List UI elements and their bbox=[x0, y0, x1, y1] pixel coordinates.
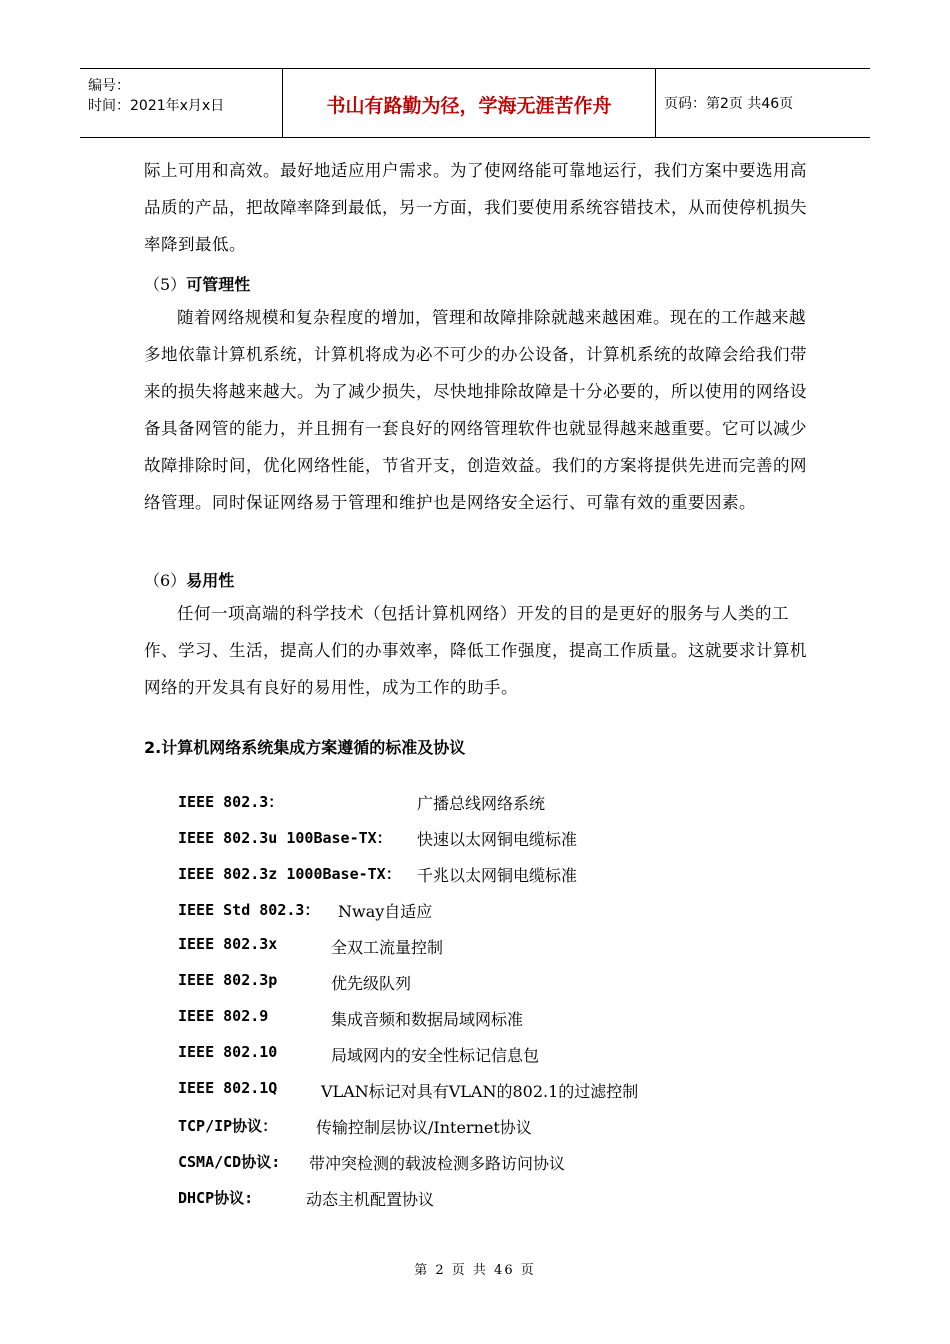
header-page-cell bbox=[656, 69, 870, 137]
subheading-number: （5） bbox=[144, 275, 187, 294]
subheading-usability bbox=[144, 568, 234, 591]
document-number-label: 编号： bbox=[88, 78, 130, 94]
standard-desc: Nway自适应 bbox=[338, 902, 433, 921]
standard-desc: 传输控制层协议/Internet协议 bbox=[316, 1118, 532, 1137]
standard-desc: 优先级队列 bbox=[331, 974, 412, 993]
standard-desc: VLAN标记对具有VLAN的802.1的过滤控制 bbox=[321, 1082, 639, 1101]
standard-name: DHCP协议: bbox=[178, 1189, 254, 1207]
standard-desc: 局域网内的安全性标记信息包 bbox=[331, 1046, 540, 1065]
header-motto-cell bbox=[283, 69, 656, 137]
paragraph-reliability-cont: 际上可用和高效。最好地适应用户需求。为了使网络能可靠地运行，我们方案中要选用高品质的产品，把故障率降到最低，另一方面，我们要使用系统容错技术，从而使停机损失率降到最低。 bbox=[144, 161, 807, 254]
standard-desc: 带冲突检测的载波检测多路访问协议 bbox=[309, 1154, 566, 1173]
standard-name: IEEE 802.3u 100Base-TX： bbox=[178, 829, 392, 847]
standard-desc: 全双工流量控制 bbox=[331, 938, 444, 957]
standard-desc: 快速以太网铜电缆标准 bbox=[417, 830, 578, 849]
subheading-number: （6） bbox=[144, 571, 187, 590]
standard-desc: 动态主机配置协议 bbox=[306, 1190, 435, 1209]
subheading-title: 可管理性 bbox=[186, 275, 251, 294]
standard-name: IEEE 802.1Q bbox=[178, 1079, 278, 1097]
header-motto: 书山有路勤为径，学海无涯苦作舟 bbox=[326, 95, 612, 117]
standard-name: IEEE 802.3x bbox=[178, 935, 278, 953]
paragraph-manageability: 随着网络规模和复杂程度的增加，管理和故障排除就越来越困难。现在的工作越来越多地依靠计算机系统，计算机将成为必不可少的办公设备，计算机系统的故障会给我们带来的损失将越来越大。为了减少损失，尽快地排除故障是十分必要的，所以使用的网络设备具备网管的能力，并且拥有一套良好的网络管理软件也就显得越来越重要。它可以减少故障排除时间，优化网络性能，节省开支，创造效益。我们的方案将提供先进而完善的网络管理。同时保证网络易于管理和维护也是网络安全运行、可靠有效的重要因素。 bbox=[144, 308, 807, 512]
standard-desc: 千兆以太网铜电缆标准 bbox=[417, 866, 578, 885]
standard-desc: 集成音频和数据局域网标准 bbox=[331, 1010, 524, 1029]
standard-desc: 广播总线网络系统 bbox=[417, 794, 546, 813]
document-date-label: 时间：2021年x月x日 bbox=[88, 98, 225, 114]
standard-name: IEEE 802.10 bbox=[178, 1043, 278, 1061]
section-title: 2.计算机网络系统集成方案遵循的标准及协议 bbox=[144, 738, 466, 757]
standard-name: IEEE 802.3z 1000Base-TX： bbox=[178, 865, 401, 883]
header-info-cell bbox=[80, 69, 283, 137]
subheading-manageability bbox=[144, 272, 250, 295]
page-footer: 第 2 页 共 46 页 bbox=[414, 1263, 536, 1278]
subheading-title: 易用性 bbox=[186, 571, 235, 590]
standard-name: TCP/IP协议： bbox=[178, 1117, 278, 1135]
standard-name: IEEE 802.3： bbox=[178, 793, 284, 811]
paragraph-usability: 任何一项高端的科学技术（包括计算机网络）开发的目的是更好的服务与人类的工作、学习、生活，提高人们的办事效率，降低工作强度，提高工作质量。这就要求计算机网络的开发具有良好的易用性，成为工作的助手。 bbox=[144, 604, 807, 697]
standard-name: IEEE 802.3p bbox=[178, 971, 278, 989]
header-page-code: 页码：第2页 共46页 bbox=[664, 96, 794, 112]
standard-name: IEEE Std 802.3： bbox=[178, 901, 320, 919]
standard-name: IEEE 802.9 bbox=[178, 1007, 269, 1025]
standard-name: CSMA/CD协议: bbox=[178, 1153, 281, 1171]
page-header bbox=[80, 68, 870, 138]
